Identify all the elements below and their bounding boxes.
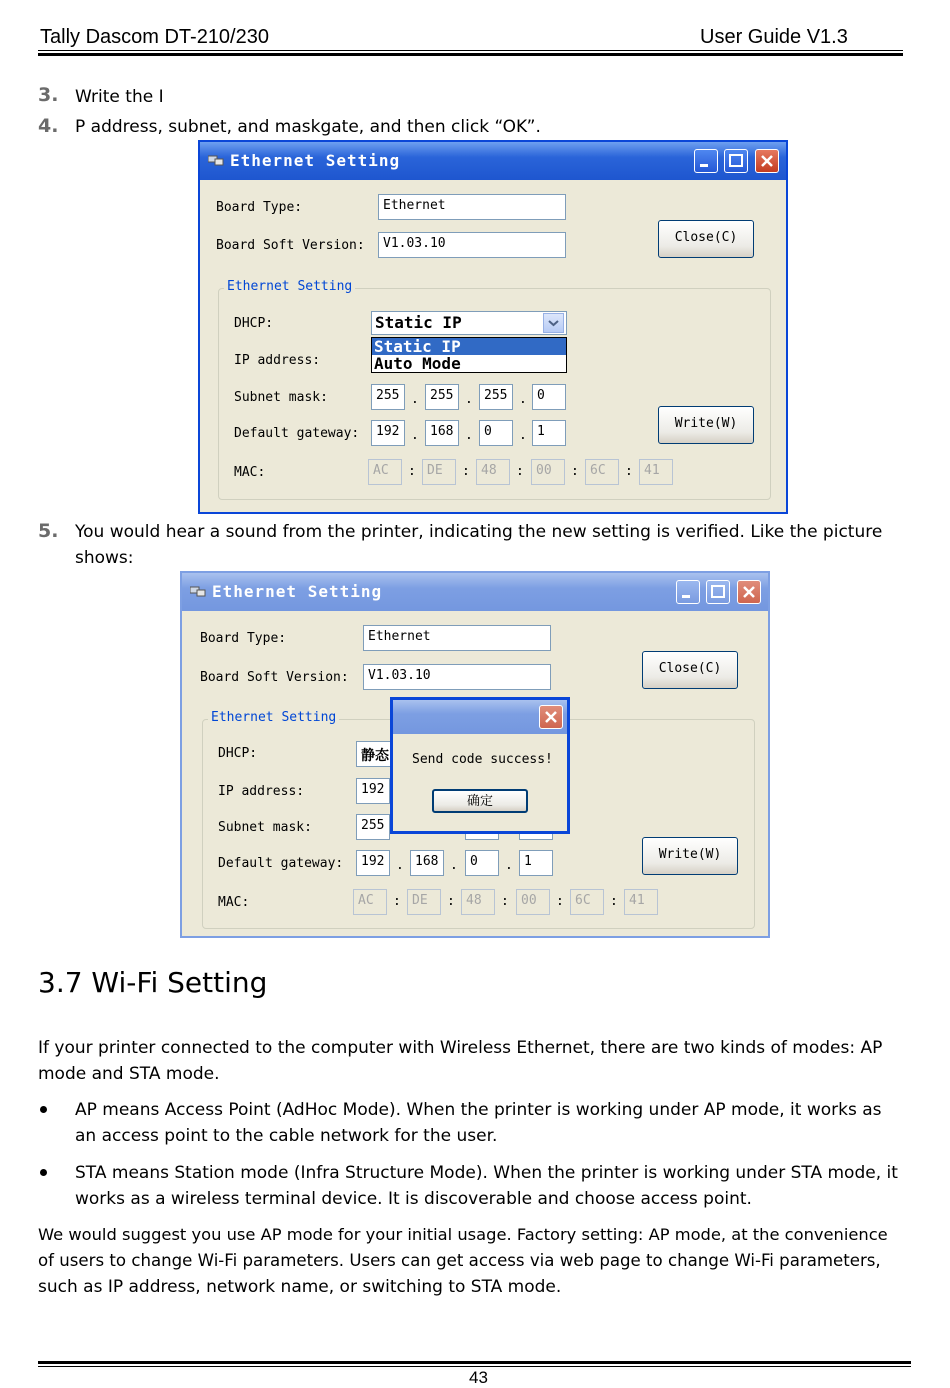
close-icon [738, 581, 760, 603]
close-icon [756, 150, 778, 172]
message-text: Send code success! [412, 752, 553, 767]
mac-byte-1: AC [368, 459, 402, 485]
write-button[interactable]: Write(W) [658, 406, 754, 444]
close-window-button-2[interactable] [737, 580, 761, 604]
dhcp-dropdown-list [371, 337, 567, 373]
minimize-button-2[interactable] [676, 580, 700, 604]
bullet-icon [40, 1106, 47, 1113]
title-bar-2 [182, 573, 768, 611]
message-box-close-button[interactable] [539, 705, 563, 729]
gateway-octet-1[interactable]: 192 [371, 420, 405, 446]
step-5-line-1: You would hear a sound from the printer, indicating the new setting is verified. Like the picture [75, 522, 883, 542]
mac-byte-3: 48 [461, 889, 495, 915]
mac-byte-6: 41 [639, 459, 673, 485]
maximize-button-2[interactable] [706, 580, 730, 604]
bullet-2-line-2: works as a wireless terminal device. It is discoverable and choose access point. [75, 1189, 752, 1209]
minimize-icon [677, 581, 699, 603]
minimize-icon [695, 150, 717, 172]
gateway-label: Default gateway: [218, 856, 344, 871]
page-number: 43 [469, 1368, 488, 1387]
dropdown-button[interactable] [543, 313, 564, 333]
subnet-mask-label: Subnet mask: [218, 820, 312, 835]
footer-rule-thin [38, 1366, 911, 1367]
intro-line-1: If your printer connected to the computer with Wireless Ethernet, there are two kinds of modes: AP [38, 1038, 883, 1058]
mac-byte-4: 00 [531, 459, 565, 485]
suggestion-line-3: such as IP address, network name, or switching to STA mode. [38, 1277, 562, 1297]
soft-version-field[interactable]: V1.03.10 [363, 664, 551, 690]
close-icon [540, 706, 562, 728]
window-title-2: Ethernet Setting [212, 582, 383, 601]
gateway-octet-4[interactable]: 1 [519, 850, 553, 876]
subnet-octet-4[interactable]: 0 [532, 384, 566, 410]
dhcp-option-auto[interactable]: Auto Mode [374, 354, 461, 373]
section-heading: 3.7 Wi-Fi Setting [38, 966, 268, 999]
intro-line-2: mode and STA mode. [38, 1064, 220, 1084]
board-type-field[interactable]: Ethernet [378, 194, 566, 220]
gateway-octet-3[interactable]: 0 [479, 420, 513, 446]
header-version: User Guide V1.3 [700, 26, 848, 48]
suggestion-line-2: of users to change Wi-Fi parameters. Users can get access via web page to change Wi-Fi parameters, [38, 1251, 881, 1270]
network-icon [190, 585, 206, 597]
message-box [390, 697, 570, 834]
suggestion-line-1: We would suggest you use AP mode for your initial usage. Factory setting: AP mode, at the convenience [38, 1225, 888, 1244]
maximize-icon [707, 581, 729, 603]
footer-rule-thick [38, 1361, 911, 1364]
ethernet-setting-window: Ethernet Setting Board Type: Ethernet Board Soft Version: V1.03.10 Close(C) Ethernet Setting DHCP: Static IP Static IP Auto Mode IP address: Subnet mask: 255 . 255 . 255 . 0 Default gateway: 192 . 168 . 0 . 1 Write(W) MAC: AC : DE : 48 : 00 : 6C : 41 [198, 140, 788, 514]
step-4-text: P address, subnet, and maskgate, and then click “OK”. [75, 117, 541, 137]
gateway-octet-3[interactable]: 0 [465, 850, 499, 876]
ethernet-setting-window-2: Ethernet Setting Board Type: Ethernet Board Soft Version: V1.03.10 Close(C) Ethernet Setting DHCP: 静态 IP address: 192 Subnet mask: 255 Default gateway: 192 . 168 . 0 . 1 Write(W) MAC: AC : DE : 48 : 00 : 6C : 41 Send code success! 确定 [180, 571, 770, 938]
mac-byte-1: AC [353, 889, 387, 915]
gateway-label: Default gateway: [234, 426, 360, 441]
ok-button[interactable]: 确定 [432, 789, 528, 813]
soft-version-field[interactable]: V1.03.10 [378, 232, 566, 258]
subnet-octet-1[interactable]: 255 [371, 384, 405, 410]
gateway-octet-2[interactable]: 168 [410, 850, 444, 876]
subnet-octet-1[interactable]: 255 [356, 814, 390, 840]
gateway-octet-1[interactable]: 192 [356, 850, 390, 876]
gateway-octet-2[interactable]: 168 [425, 420, 459, 446]
header-rule-thin [38, 50, 903, 51]
group-title: Ethernet Setting [224, 279, 355, 294]
dhcp-label: DHCP: [234, 316, 274, 331]
dhcp-option-static[interactable]: Static IP [372, 338, 566, 355]
dhcp-select[interactable] [371, 311, 567, 335]
chevron-down-icon [544, 314, 563, 332]
maximize-icon [725, 150, 747, 172]
dhcp-label: DHCP: [218, 746, 258, 761]
ip-address-label: IP address: [218, 784, 305, 799]
maximize-button[interactable] [724, 149, 748, 173]
mac-byte-3: 48 [476, 459, 510, 485]
bullet-2-line-1: STA means Station mode (Infra Structure Mode). When the printer is working under STA mode, it [75, 1163, 898, 1183]
minimize-button[interactable] [694, 149, 718, 173]
board-type-field[interactable]: Ethernet [363, 625, 551, 651]
title-bar [200, 142, 786, 180]
soft-version-label: Board Soft Version: [216, 238, 365, 253]
mac-byte-5: 6C [585, 459, 619, 485]
bullet-icon [40, 1169, 47, 1176]
close-button[interactable]: Close(C) [642, 651, 738, 689]
window-title: Ethernet Setting [230, 151, 401, 170]
board-type-label: Board Type: [200, 631, 287, 646]
mac-byte-2: DE [422, 459, 456, 485]
board-type-label: Board Type: [216, 200, 303, 215]
ip-octet-1[interactable]: 192 [356, 778, 390, 804]
header-rule-thick [38, 53, 903, 56]
bullet-1-line-1: AP means Access Point (AdHoc Mode). When the printer is working under AP mode, it works as [75, 1100, 882, 1120]
mac-byte-2: DE [407, 889, 441, 915]
mac-label: MAC: [218, 895, 250, 910]
group-title: Ethernet Setting [208, 710, 339, 725]
message-box-title-bar [393, 700, 567, 734]
dhcp-selected-value: Static IP [375, 313, 462, 332]
close-button[interactable]: Close(C) [658, 220, 754, 258]
mac-label: MAC: [234, 465, 266, 480]
subnet-octet-2[interactable]: 255 [425, 384, 459, 410]
network-icon [208, 154, 224, 166]
write-button[interactable]: Write(W) [642, 837, 738, 875]
bullet-1-line-2: an access point to the cable network for the user. [75, 1126, 498, 1146]
dhcp-select[interactable]: 静态 [356, 741, 406, 767]
step-3-number: 3. [38, 84, 59, 106]
header-title: Tally Dascom DT-210/230 [40, 26, 269, 48]
mac-byte-6: 41 [624, 889, 658, 915]
ip-address-label: IP address: [234, 353, 321, 368]
step-3-text: Write the I [75, 87, 164, 107]
step-4-number: 4. [38, 115, 59, 137]
mac-byte-5: 6C [570, 889, 604, 915]
soft-version-label: Board Soft Version: [200, 670, 349, 685]
subnet-octet-3[interactable]: 255 [479, 384, 513, 410]
step-5-line-2: shows: [75, 548, 134, 568]
close-window-button[interactable] [755, 149, 779, 173]
subnet-mask-label: Subnet mask: [234, 390, 328, 405]
gateway-octet-4[interactable]: 1 [532, 420, 566, 446]
mac-byte-4: 00 [516, 889, 550, 915]
step-5-number: 5. [38, 520, 59, 542]
